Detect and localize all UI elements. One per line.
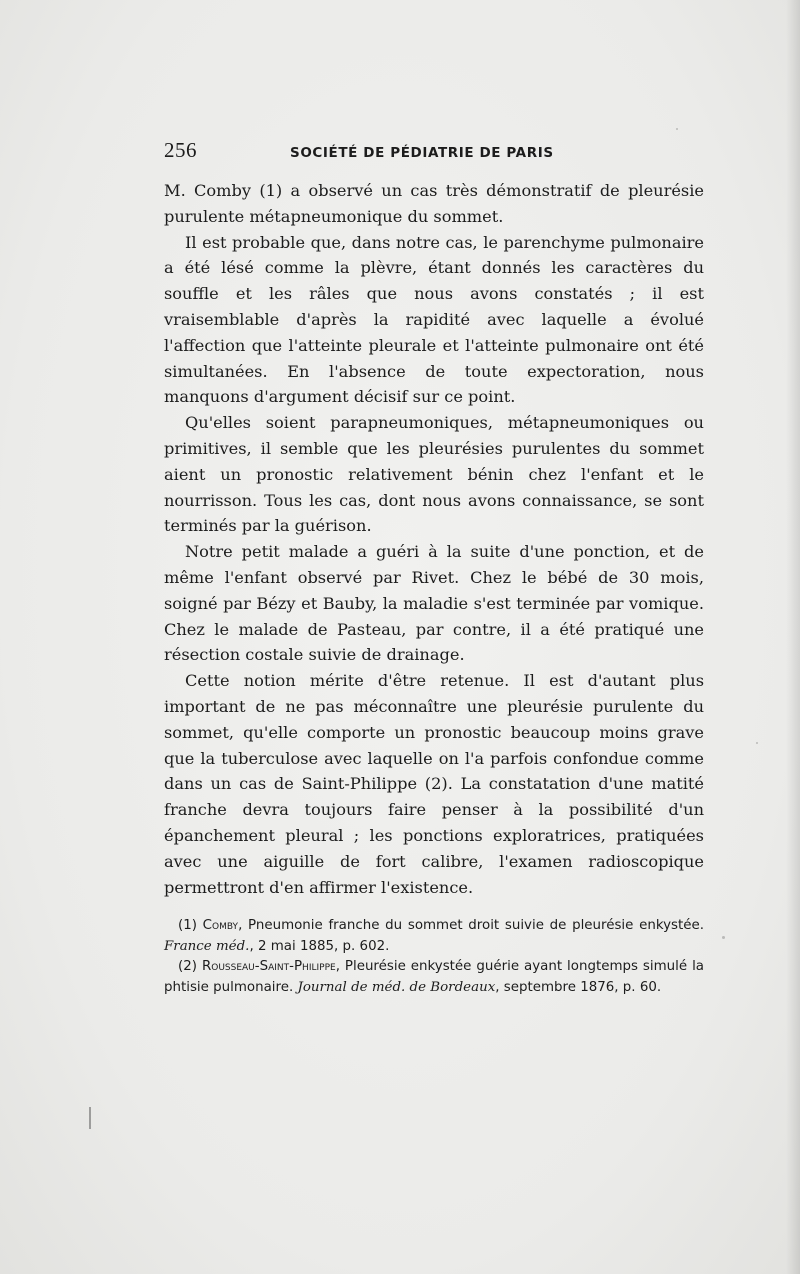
footnote-author: Comby [202, 918, 239, 934]
running-head [164, 138, 704, 164]
paragraph-comby-case: M. Comby (1) a observé un cas très démonstratif de pleurésie purulente métapneumonique du sommet. [164, 181, 704, 226]
footnote-1 [164, 916, 704, 957]
footnotes [164, 916, 704, 998]
paragraph-our-patient: Notre petit malade a guéri à la suite d'une ponction, et de même l'enfant observé par Rivet. Chez le bébé de 30 mois, soigné par Bézy et Bauby, la maladie s'est terminée par vomique. Chez le malade de Pasteau, par contre, il a été pratiqué une résection costale suivie de drainage. [164, 542, 704, 665]
paragraph-parenchyma: Il est probable que, dans notre cas, le parenchyme pulmonaire a été lésé comme la plèvre, étant donnés les caractères du souffle et les râles que nous avons constatés ; il est vraisemblable d'après la rapidité avec laquelle a évolué l'affection que l'atteinte pleurale et l'atteinte pulmonaire ont été simultanées. En l'absence de toute expectoration, nous manquons d'argument décisif sur ce point. [164, 232, 704, 407]
running-head-title: SOCIÉTÉ DE PÉDIATRIE DE PARIS [290, 145, 554, 161]
page-content [164, 138, 704, 998]
paper-speck [756, 742, 758, 744]
page-number: 256 [164, 138, 197, 162]
footnote-text: , Pleurésie enkystée guérie ayant longtemps simulé la phtisie pulmonaire. [164, 959, 704, 995]
paragraph-prognosis: Qu'elles soient parapneumoniques, métapneumoniques ou primitives, il semble que les pleurésies purulentes du sommet aient un pronostic relativement bénin chez l'enfant et le nourrisson. Tous les cas, dont nous avons connaissance, se sont terminés par la guérison. [164, 413, 704, 536]
footnote-author: Rousseau-Saint-Philippe [201, 959, 336, 975]
footnote-source: Journal de méd. de Bordeaux [297, 979, 496, 995]
footnote-marker: (2) [178, 959, 197, 975]
footnote-marker: (1) [178, 918, 197, 934]
page-edge-shadow [786, 0, 800, 1274]
footnote-source: France méd. [164, 938, 250, 954]
margin-pencil-mark [89, 1107, 91, 1129]
paper-speck [676, 128, 678, 130]
paragraph-conclusion: Cette notion mérite d'être retenue. Il est d'autant plus important de ne pas méconnaître une pleurésie purulente du sommet, qu'elle comporte un pronostic beaucoup moins grave que la tuberculose avec laquelle on l'a parfois confondue comme dans un cas de Saint-Philippe (2). La constatation d'une matité franche devra toujours faire penser à la possibilité d'un épanchement pleural ; les ponctions exploratrices, pratiquées avec une aiguille de fort calibre, l'examen radioscopique permettront d'en affirmer l'existence. [164, 671, 704, 897]
footnote-text: , septembre 1876, p. 60. [495, 979, 662, 995]
paper-speck [722, 936, 725, 939]
footnote-text: , Pneumonie franche du sommet droit suivie de pleurésie enkystée. [238, 918, 704, 934]
footnote-text: , 2 mai 1885, p. 602. [249, 938, 390, 954]
footnote-2 [164, 957, 704, 998]
